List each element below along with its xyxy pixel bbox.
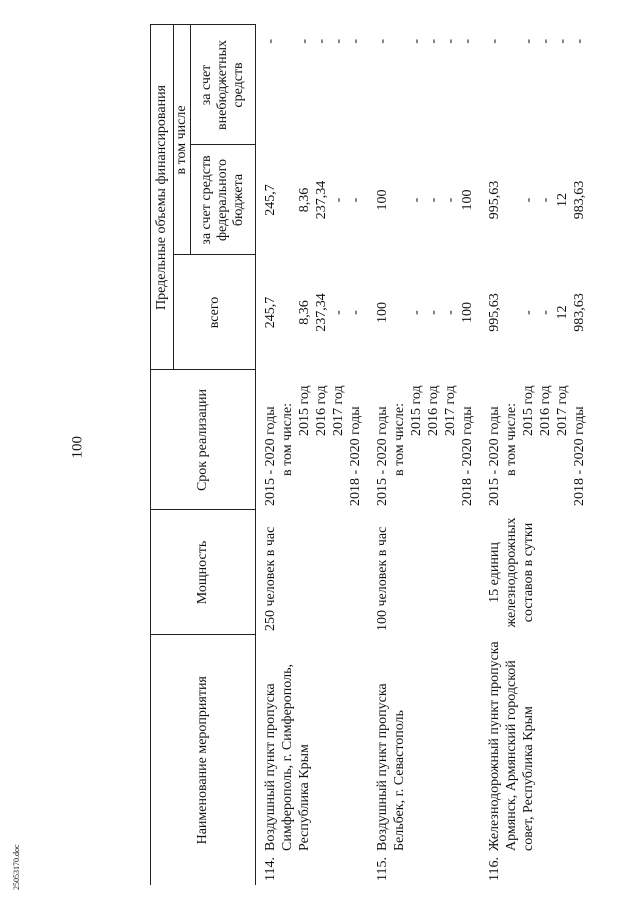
value: - [572,38,587,44]
period-line: 2018 - 2020 годы [572,406,587,506]
value [391,259,408,366]
funding-table [150,24,592,885]
cell-extra [480,25,592,145]
value [391,39,408,141]
table-body [256,25,593,885]
value [279,39,296,141]
value: - [460,38,475,44]
value: - [297,38,312,44]
table-header [151,25,256,885]
value [391,149,408,251]
value: 8,36 [297,187,312,213]
value: - [443,310,458,315]
header-total: всего [174,255,256,370]
rotated-page-content [150,25,640,885]
row-number: 115. [375,857,390,881]
value: - [348,38,363,44]
value: - [375,38,390,44]
value: - [331,197,346,203]
header-period: Срок реализации [151,370,256,510]
period-line: в том числе: [504,403,519,476]
table-row [368,25,480,885]
value: 237,34 [314,293,329,332]
period-line: 2016 год [314,385,329,436]
value: 245,7 [263,184,278,216]
value: - [521,197,536,203]
footer-filename: 25053170.doc [12,844,21,890]
value: 983,63 [572,180,587,220]
period-line: в том числе: [280,403,295,476]
value: 983,63 [572,293,587,332]
cell-federal [480,145,592,255]
cell-event-name [256,635,369,885]
period-line: 2015 год [409,385,424,436]
row-number: 116. [487,857,502,881]
value [279,259,296,366]
period-line: 2016 год [538,385,553,436]
value: 100 [375,189,390,211]
value: - [426,310,441,315]
value: 995,63 [487,180,502,220]
value: 12 [555,305,570,320]
value: - [538,38,553,44]
period-line: в том числе: [392,403,407,476]
value: - [555,38,570,44]
value: 245,7 [263,296,278,329]
period-line: 2018 - 2020 годы [460,406,475,506]
value: - [538,310,553,315]
period-line: 2017 год [443,385,458,436]
period-line: 2018 - 2020 годы [348,406,363,506]
cell-period [480,370,592,510]
table-row [480,25,592,885]
header-including: в том числе [174,25,191,255]
value: 8,36 [297,300,312,325]
value [503,259,520,366]
header-federal: за счет средств федерального бюджета [191,145,256,255]
period-line: 2016 год [426,385,441,436]
period-line: 2017 год [331,385,346,436]
value: 100 [460,302,475,323]
value: - [521,310,536,315]
row-number: 114. [263,857,278,881]
value: 995,63 [487,293,502,332]
cell-period [256,370,369,510]
value: - [409,197,424,203]
value: - [443,197,458,203]
value: - [443,38,458,44]
cell-total [368,255,480,370]
cell-federal [368,145,480,255]
event-name: Воздушный пункт пропуска Симферополь, г. Симферополь, Республика Крым [263,664,312,851]
value: - [426,38,441,44]
value: 100 [375,302,390,323]
cell-capacity: 100 человек в час [375,526,390,631]
period-line: 2017 год [555,385,570,436]
page-number: 100 [69,436,86,459]
value [503,149,520,251]
value [503,39,520,141]
cell-federal [256,145,369,255]
cell-total [256,255,369,370]
period-line: 2015 - 2020 годы [263,406,278,506]
value: 237,34 [314,180,329,220]
cell-period [368,370,480,510]
cell-event-name [368,635,480,885]
period-line: 2015 год [297,385,312,436]
value: - [409,38,424,44]
header-name: Наименование мероприятия [151,635,256,885]
value: 100 [460,189,475,211]
value: - [314,38,329,44]
header-capacity: Мощность [151,510,256,635]
period-line: 2015 - 2020 годы [375,406,390,506]
cell-capacity: 250 человек в час [263,526,278,631]
cell-capacity: 15 единиц железнодорожных составов в сутки [487,517,536,628]
value: - [348,310,363,315]
event-name: Воздушный пункт пропуска Бельбек, г. Севастополь [375,683,407,851]
value: - [487,38,502,44]
value: - [409,310,424,315]
cell-total [480,255,592,370]
value: - [263,38,278,44]
header-funding: Предельные объемы финансирования [151,25,174,370]
cell-event-name [480,635,592,885]
value: - [426,197,441,203]
period-line: 2015 - 2020 годы [487,406,502,506]
table-row [256,25,369,885]
value: 12 [555,193,570,207]
value: - [348,197,363,203]
value: - [331,38,346,44]
value: - [331,310,346,315]
cell-extra [368,25,480,145]
cell-extra [256,25,369,145]
header-extra: за счет внебюджетных средств [191,25,256,145]
value: - [521,38,536,44]
period-line: 2015 год [521,385,536,436]
value [279,149,296,251]
event-name: Железнодорожный пункт пропуска Армянск, Армянский городской совет, Республика Крым [487,641,536,851]
value: - [538,197,553,203]
